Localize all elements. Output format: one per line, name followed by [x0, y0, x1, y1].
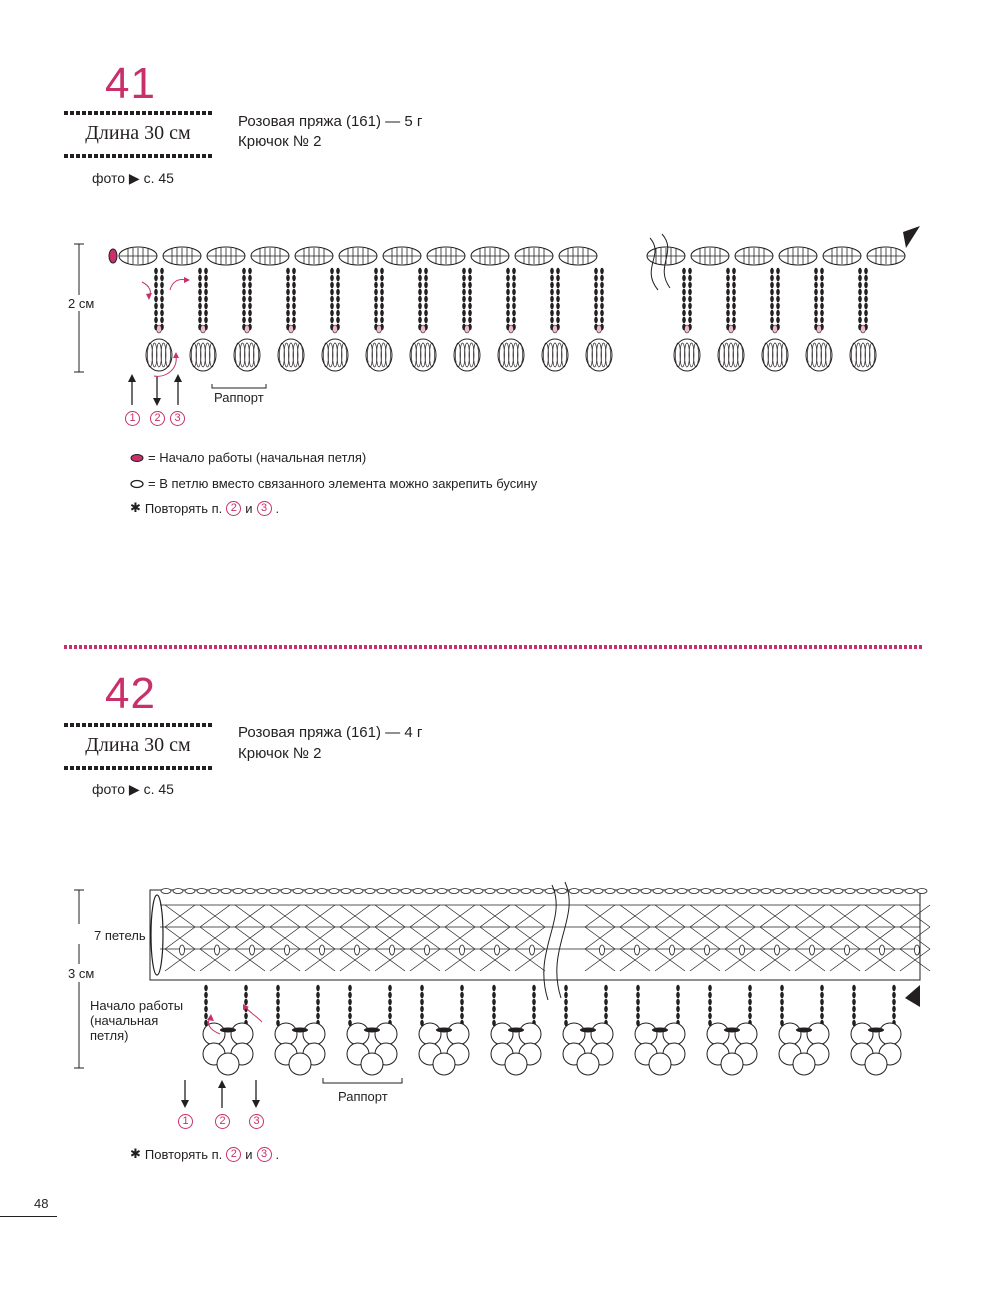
- legend-repeat-and: и: [245, 500, 253, 516]
- pattern-41-yarn: Розовая пряжа (161) — 5 г: [238, 113, 423, 130]
- start-label-line-3: петля): [90, 1028, 129, 1043]
- row-number-3: 3: [170, 411, 185, 426]
- pattern-42-height-label: 3 см: [68, 966, 95, 981]
- legend-repeat-and: и: [245, 1146, 253, 1162]
- legend-repeat-suffix: .: [275, 1146, 280, 1162]
- row-number-1: 1: [125, 411, 140, 426]
- end-marker-icon: [905, 985, 920, 1007]
- legend-bead-text: = В петлю вместо связанного элемента можно закрепить бусину: [148, 476, 538, 491]
- legend-repeat-prefix: Повторять п.: [144, 500, 223, 516]
- legend-repeat-row-a: 2: [226, 501, 241, 516]
- pattern-42-length: Длина 30 см: [85, 734, 191, 756]
- legend-repeat: [130, 1146, 279, 1162]
- page-number: 48: [34, 1196, 49, 1211]
- row-number-2: 2: [215, 1114, 230, 1129]
- pattern-41-number: 41: [105, 59, 156, 108]
- legend-repeat-row-b: 3: [257, 501, 272, 516]
- start-label-line-1: Начало работы: [90, 998, 184, 1013]
- pattern-42-number: 42: [105, 669, 156, 718]
- pattern-42-yarn: Розовая пряжа (161) — 4 г: [238, 724, 423, 741]
- repeat-star-icon: ✱: [130, 1146, 141, 1161]
- row-number-3: 3: [249, 1114, 264, 1129]
- pattern-42-photo-ref: фото ▶ с. 45: [92, 781, 174, 797]
- pattern-41-repeat-label: Раппорт: [214, 390, 264, 405]
- legend-repeat-row-b: 3: [257, 1147, 272, 1162]
- page-number-rule: [0, 1216, 57, 1217]
- start-label-line-2: (начальная: [90, 1013, 159, 1028]
- row-number-2: 2: [150, 411, 165, 426]
- legend-start-text: = Начало работы (начальная петля): [148, 450, 367, 465]
- legend-repeat-prefix: Повторять п.: [144, 1146, 223, 1162]
- pattern-42-start-label: [90, 998, 183, 1043]
- legend-repeat-suffix: .: [275, 500, 280, 516]
- pattern-41-hook: Крючок № 2: [238, 133, 322, 150]
- pattern-42-chain-label: 7 петель: [94, 928, 146, 943]
- pattern-42-hook: Крючок № 2: [238, 745, 322, 762]
- row-number-1: 1: [178, 1114, 193, 1129]
- repeat-star-icon: ✱: [130, 500, 141, 515]
- pattern-41-height-label: 2 см: [68, 296, 95, 311]
- pattern-41-length: Длина 30 см: [85, 122, 191, 144]
- pattern-42-repeat-label: Раппорт: [338, 1089, 388, 1104]
- pattern-41-photo-ref: фото ▶ с. 45: [92, 170, 174, 186]
- legend-repeat-row-a: 2: [226, 1147, 241, 1162]
